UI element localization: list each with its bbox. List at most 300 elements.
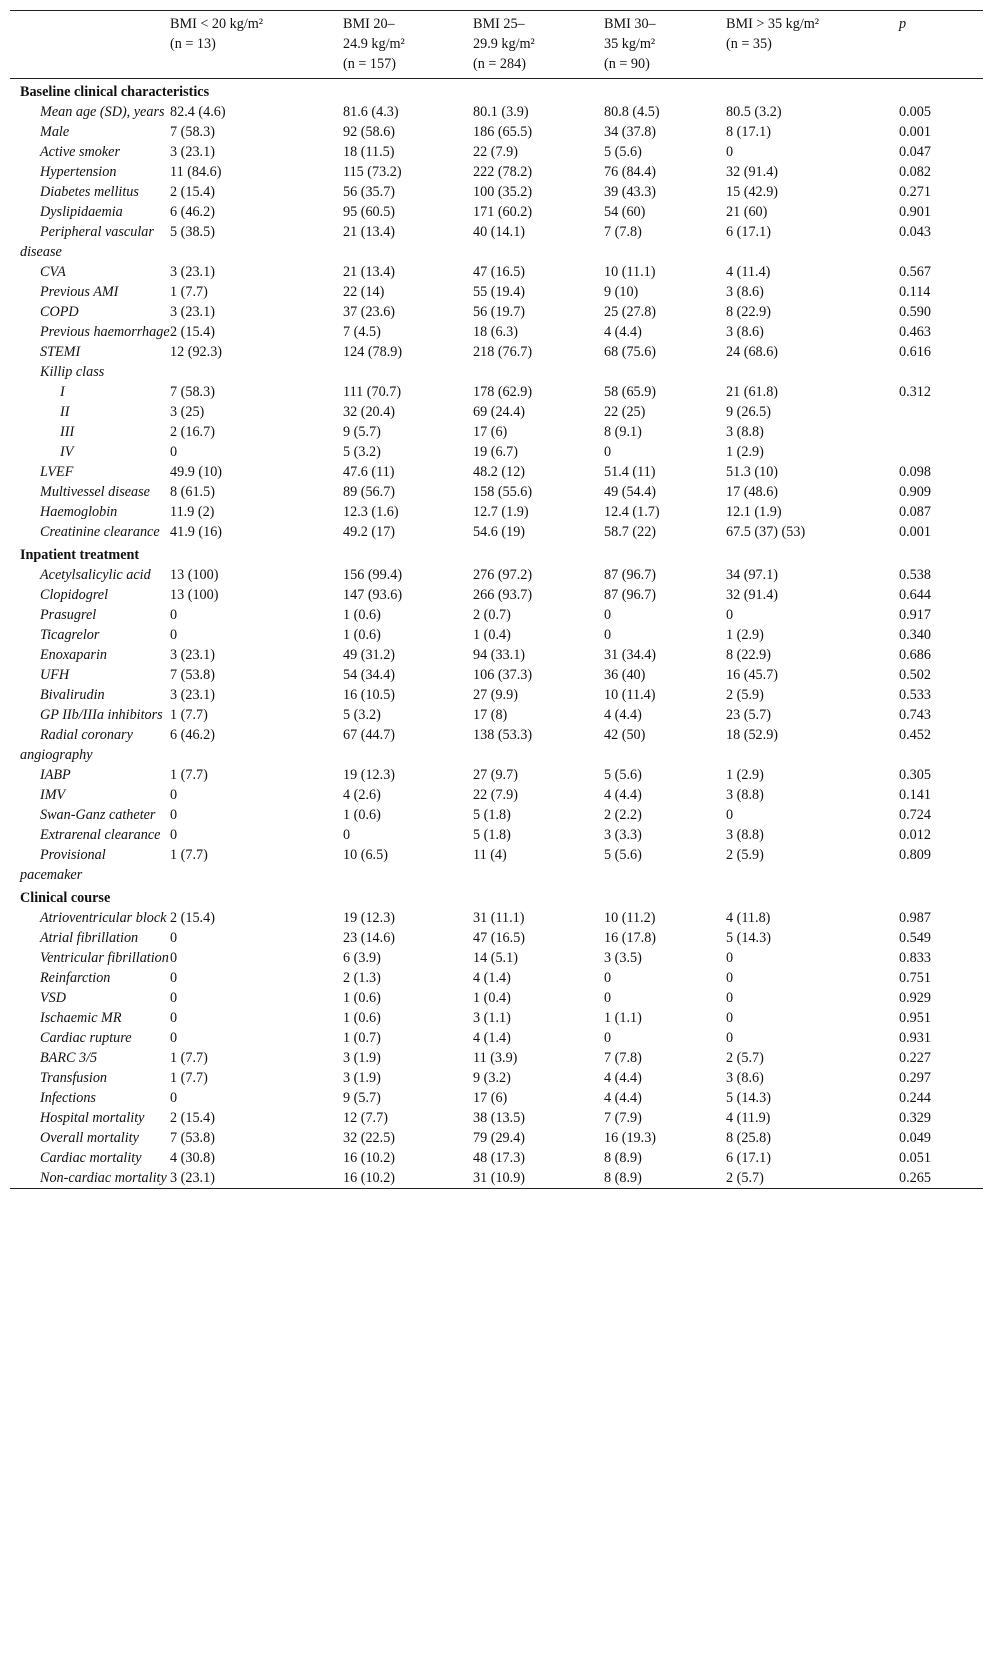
p-value-cell: 0.929	[899, 990, 931, 1006]
value-cell: 31 (34.4)	[604, 647, 657, 663]
table-row	[10, 122, 983, 142]
row-label: Killip class	[40, 364, 105, 380]
value-cell: 92 (58.6)	[343, 124, 396, 140]
bmi-outcomes-table	[10, 10, 983, 1189]
value-cell: 11 (84.6)	[170, 164, 222, 180]
value-cell: 10 (11.1)	[604, 264, 656, 280]
table-row	[10, 685, 983, 705]
section-header-row	[10, 542, 983, 565]
table-row	[10, 1028, 983, 1048]
value-cell: 48 (17.3)	[473, 1150, 526, 1166]
value-cell: 8 (22.9)	[726, 647, 771, 663]
value-cell: 54 (60)	[604, 204, 646, 220]
value-cell: 2 (5.9)	[726, 687, 764, 703]
value-cell: 12.3 (1.6)	[343, 504, 399, 520]
value-cell: 106 (37.3)	[473, 667, 533, 683]
value-cell: 6 (17.1)	[726, 1150, 771, 1166]
p-value-cell: 0.901	[899, 204, 931, 220]
section-header-row	[10, 79, 983, 103]
value-cell: 0	[726, 1030, 734, 1046]
value-cell: 2 (5.7)	[726, 1170, 764, 1186]
table-row	[10, 222, 983, 262]
value-cell: 0	[726, 990, 734, 1006]
value-cell: 94 (33.1)	[473, 647, 526, 663]
p-value-cell	[899, 362, 983, 382]
value-cell: 10 (11.4)	[604, 687, 656, 703]
value-cell: 178 (62.9)	[473, 384, 533, 400]
value-cell: 19 (6.7)	[473, 444, 518, 460]
p-value-cell: 0.549	[899, 930, 931, 946]
value-cell: 87 (96.7)	[604, 567, 657, 583]
value-cell: 40 (14.1)	[473, 224, 526, 240]
row-label: LVEF	[40, 464, 74, 480]
table-row	[10, 102, 983, 122]
value-cell: 32 (91.4)	[726, 587, 779, 603]
value-cell: 3 (8.8)	[726, 424, 764, 440]
row-label: II	[60, 404, 70, 420]
value-cell	[343, 362, 473, 382]
value-cell: 23 (5.7)	[726, 707, 771, 723]
value-cell: 0	[170, 930, 178, 946]
value-cell: 23 (14.6)	[343, 930, 396, 946]
header-bmi-over-35	[726, 11, 899, 79]
value-cell: 58 (65.9)	[604, 384, 657, 400]
row-label: Mean age (SD), years	[40, 104, 165, 120]
value-cell: 1 (0.6)	[343, 990, 381, 1006]
header-line: (n = 157)	[343, 56, 396, 72]
value-cell: 56 (35.7)	[343, 184, 396, 200]
row-label: Transfusion	[40, 1070, 108, 1086]
p-value-cell: 0.463	[899, 324, 931, 340]
value-cell: 80.5 (3.2)	[726, 104, 782, 120]
value-cell: 186 (65.5)	[473, 124, 533, 140]
value-cell: 4 (11.8)	[726, 910, 771, 926]
value-cell: 4 (4.4)	[604, 324, 642, 340]
p-value-cell: 0.043	[899, 224, 931, 240]
value-cell: 5 (5.6)	[604, 847, 642, 863]
table-row	[10, 202, 983, 222]
header-line: BMI < 20 kg/m²	[170, 16, 264, 32]
row-label: Hospital mortality	[40, 1110, 145, 1126]
header-bmi-20-24	[343, 11, 473, 79]
p-value-cell: 0.751	[899, 970, 931, 986]
row-label: Overall mortality	[40, 1130, 139, 1146]
row-label: Radial coronary angiography	[20, 727, 133, 763]
value-cell: 95 (60.5)	[343, 204, 396, 220]
value-cell: 0	[726, 1010, 734, 1026]
value-cell: 0	[726, 807, 734, 823]
value-cell: 0	[170, 970, 178, 986]
value-cell: 0	[170, 627, 178, 643]
value-cell	[473, 362, 604, 382]
header-p-value	[899, 11, 983, 79]
value-cell: 54.6 (19)	[473, 524, 526, 540]
value-cell: 67.5 (37) (53)	[726, 524, 806, 540]
table-row	[10, 1068, 983, 1088]
table-row	[10, 968, 983, 988]
value-cell: 1 (7.7)	[170, 847, 208, 863]
value-cell: 0	[170, 807, 178, 823]
value-cell: 3 (8.6)	[726, 324, 764, 340]
section-header-row	[10, 885, 983, 908]
value-cell: 36 (40)	[604, 667, 646, 683]
value-cell: 2 (0.7)	[473, 607, 511, 623]
p-value-cell: 0.082	[899, 164, 931, 180]
value-cell: 1 (2.9)	[726, 767, 764, 783]
p-value-cell: 0.809	[899, 847, 931, 863]
p-value-cell: 0.001	[899, 524, 931, 540]
p-value-cell	[899, 402, 983, 422]
value-cell: 4 (4.4)	[604, 787, 642, 803]
value-cell: 16 (10.5)	[343, 687, 396, 703]
value-cell: 4 (4.4)	[604, 707, 642, 723]
value-cell: 7 (4.5)	[343, 324, 381, 340]
table-row	[10, 988, 983, 1008]
table-row	[10, 442, 983, 462]
value-cell: 17 (48.6)	[726, 484, 779, 500]
value-cell: 115 (73.2)	[343, 164, 402, 180]
value-cell: 3 (23.1)	[170, 264, 215, 280]
value-cell: 18 (11.5)	[343, 144, 395, 160]
value-cell: 0	[170, 444, 178, 460]
value-cell: 13 (100)	[170, 587, 219, 603]
table-row	[10, 1168, 983, 1189]
value-cell: 89 (56.7)	[343, 484, 396, 500]
value-cell: 22 (25)	[604, 404, 646, 420]
value-cell: 3 (23.1)	[170, 687, 215, 703]
value-cell: 11 (4)	[473, 847, 507, 863]
value-cell: 1 (0.4)	[473, 627, 511, 643]
row-label: IMV	[40, 787, 66, 803]
value-cell: 17 (6)	[473, 1090, 508, 1106]
header-line: BMI 25–	[473, 16, 525, 32]
value-cell: 124 (78.9)	[343, 344, 403, 360]
value-cell: 1 (0.6)	[343, 807, 381, 823]
p-value-cell: 0.833	[899, 950, 931, 966]
value-cell: 5 (5.6)	[604, 144, 642, 160]
value-cell: 5 (1.8)	[473, 807, 511, 823]
table-row	[10, 1128, 983, 1148]
header-line: (n = 35)	[726, 36, 772, 52]
value-cell: 0	[170, 1030, 178, 1046]
header-bmi-25-29	[473, 11, 604, 79]
row-label: IABP	[40, 767, 71, 783]
table-row	[10, 462, 983, 482]
value-cell: 3 (1.1)	[473, 1010, 511, 1026]
value-cell: 5 (3.2)	[343, 707, 381, 723]
value-cell: 1 (1.1)	[604, 1010, 642, 1026]
row-label: Infections	[40, 1090, 96, 1106]
row-label: IV	[60, 444, 74, 460]
value-cell: 21 (13.4)	[343, 264, 396, 280]
value-cell: 4 (1.4)	[473, 970, 511, 986]
value-cell: 8 (8.9)	[604, 1170, 642, 1186]
row-label: Prasugrel	[40, 607, 97, 623]
value-cell: 55 (19.4)	[473, 284, 526, 300]
table-row	[10, 302, 983, 322]
value-cell: 24 (68.6)	[726, 344, 779, 360]
table-row	[10, 665, 983, 685]
table-row	[10, 908, 983, 928]
table-row	[10, 1148, 983, 1168]
value-cell: 18 (6.3)	[473, 324, 518, 340]
value-cell: 2 (1.3)	[343, 970, 381, 986]
table-row	[10, 1088, 983, 1108]
row-label: Non-cardiac mortality	[40, 1170, 167, 1186]
value-cell: 38 (13.5)	[473, 1110, 526, 1126]
header-line: p	[899, 16, 907, 32]
value-cell: 0	[726, 970, 734, 986]
value-cell: 2 (5.9)	[726, 847, 764, 863]
value-cell: 3 (8.6)	[726, 1070, 764, 1086]
value-cell: 8 (9.1)	[604, 424, 642, 440]
row-label: Active smoker	[40, 144, 120, 160]
value-cell: 22 (7.9)	[473, 144, 518, 160]
row-label: Cardiac mortality	[40, 1150, 142, 1166]
value-cell: 13 (100)	[170, 567, 219, 583]
value-cell: 3 (8.8)	[726, 827, 764, 843]
row-label: Ventricular fibrillation	[40, 950, 169, 966]
table-row	[10, 725, 983, 765]
value-cell: 69 (24.4)	[473, 404, 526, 420]
value-cell: 6 (3.9)	[343, 950, 381, 966]
header-line: BMI > 35 kg/m²	[726, 16, 820, 32]
p-value-cell: 0.005	[899, 104, 931, 120]
header-bmi-under-20	[170, 11, 343, 79]
p-value-cell: 0.452	[899, 727, 931, 743]
value-cell: 49.2 (17)	[343, 524, 396, 540]
p-value-cell: 0.051	[899, 1150, 931, 1166]
value-cell: 9 (5.7)	[343, 1090, 381, 1106]
value-cell: 21 (61.8)	[726, 384, 779, 400]
value-cell: 49 (54.4)	[604, 484, 657, 500]
value-cell: 9 (10)	[604, 284, 639, 300]
p-value-cell: 0.909	[899, 484, 931, 500]
p-value-cell	[899, 422, 983, 442]
value-cell: 9 (5.7)	[343, 424, 381, 440]
value-cell: 80.1 (3.9)	[473, 104, 529, 120]
p-value-cell: 0.931	[899, 1030, 931, 1046]
value-cell: 47 (16.5)	[473, 264, 526, 280]
row-label: Extrarenal clearance	[40, 827, 161, 843]
table-row	[10, 565, 983, 585]
header-line: 29.9 kg/m²	[473, 36, 535, 52]
value-cell: 19 (12.3)	[343, 910, 396, 926]
header-line: (n = 284)	[473, 56, 526, 72]
value-cell: 10 (11.2)	[604, 910, 656, 926]
value-cell: 158 (55.6)	[473, 484, 533, 500]
table-row	[10, 482, 983, 502]
value-cell: 8 (61.5)	[170, 484, 215, 500]
p-value-cell: 0.114	[899, 284, 931, 300]
value-cell: 3 (8.8)	[726, 787, 764, 803]
p-value-cell: 0.538	[899, 567, 931, 583]
value-cell: 4 (11.4)	[726, 264, 771, 280]
value-cell: 0	[170, 1090, 178, 1106]
table-row	[10, 342, 983, 362]
row-label: Male	[40, 124, 70, 140]
value-cell: 16 (19.3)	[604, 1130, 657, 1146]
value-cell: 11 (3.9)	[473, 1050, 518, 1066]
p-value-cell: 0.340	[899, 627, 931, 643]
table-row	[10, 928, 983, 948]
row-label: Reinfarction	[40, 970, 111, 986]
value-cell: 9 (3.2)	[473, 1070, 511, 1086]
table-row	[10, 805, 983, 825]
value-cell: 3 (1.9)	[343, 1070, 381, 1086]
table-container	[10, 10, 983, 1189]
value-cell: 19 (12.3)	[343, 767, 396, 783]
value-cell: 147 (93.6)	[343, 587, 403, 603]
value-cell: 48.2 (12)	[473, 464, 526, 480]
table-row	[10, 1108, 983, 1128]
value-cell: 10 (6.5)	[343, 847, 388, 863]
value-cell: 171 (60.2)	[473, 204, 533, 220]
value-cell: 2 (15.4)	[170, 184, 215, 200]
row-label: Dyslipidaemia	[40, 204, 123, 220]
row-label: Acetylsalicylic acid	[40, 567, 151, 583]
value-cell: 8 (22.9)	[726, 304, 771, 320]
table-row	[10, 625, 983, 645]
table-row	[10, 585, 983, 605]
value-cell: 87 (96.7)	[604, 587, 657, 603]
value-cell: 37 (23.6)	[343, 304, 396, 320]
value-cell: 21 (13.4)	[343, 224, 396, 240]
value-cell: 47 (16.5)	[473, 930, 526, 946]
value-cell: 31 (11.1)	[473, 910, 525, 926]
value-cell: 0	[726, 607, 734, 623]
value-cell: 0	[604, 970, 612, 986]
value-cell: 0	[604, 607, 612, 623]
value-cell: 1 (0.4)	[473, 990, 511, 1006]
table-row	[10, 382, 983, 402]
value-cell: 6 (46.2)	[170, 727, 215, 743]
p-value-cell: 0.644	[899, 587, 931, 603]
value-cell: 3 (23.1)	[170, 647, 215, 663]
value-cell: 4 (4.4)	[604, 1070, 642, 1086]
value-cell: 8 (25.8)	[726, 1130, 771, 1146]
value-cell: 5 (5.6)	[604, 767, 642, 783]
row-label: Atrioventricular block	[40, 910, 167, 926]
row-label: Bivalirudin	[40, 687, 105, 703]
p-value-cell: 0.227	[899, 1050, 931, 1066]
row-label: Multivessel disease	[40, 484, 150, 500]
row-label: III	[60, 424, 75, 440]
value-cell: 32 (91.4)	[726, 164, 779, 180]
value-cell: 1 (7.7)	[170, 767, 208, 783]
value-cell: 4 (1.4)	[473, 1030, 511, 1046]
row-label: I	[60, 384, 65, 400]
value-cell: 49.9 (10)	[170, 464, 223, 480]
table-row	[10, 705, 983, 725]
value-cell: 80.8 (4.5)	[604, 104, 660, 120]
value-cell: 79 (29.4)	[473, 1130, 526, 1146]
header-line: (n = 13)	[170, 36, 216, 52]
value-cell: 1 (0.6)	[343, 1010, 381, 1026]
header-line: BMI 30–	[604, 16, 656, 32]
value-cell: 2 (15.4)	[170, 1110, 215, 1126]
p-value-cell: 0.297	[899, 1070, 931, 1086]
value-cell: 76 (84.4)	[604, 164, 657, 180]
section-title: Inpatient treatment	[20, 547, 140, 563]
table-row	[10, 262, 983, 282]
value-cell: 68 (75.6)	[604, 344, 657, 360]
value-cell: 3 (3.3)	[604, 827, 642, 843]
row-label: BARC 3/5	[40, 1050, 98, 1066]
value-cell: 3 (3.5)	[604, 950, 642, 966]
value-cell: 3 (23.1)	[170, 304, 215, 320]
p-value-cell: 0.001	[899, 124, 931, 140]
p-value-cell: 0.141	[899, 787, 931, 803]
value-cell: 7 (7.8)	[604, 224, 642, 240]
row-label: Creatinine clearance	[40, 524, 160, 540]
row-label: Atrial fibrillation	[40, 930, 139, 946]
row-label: GP IIb/IIIa inhibitors	[40, 707, 163, 723]
value-cell: 22 (7.9)	[473, 787, 518, 803]
value-cell: 18 (52.9)	[726, 727, 779, 743]
value-cell: 2 (5.7)	[726, 1050, 764, 1066]
header-row	[10, 11, 983, 79]
value-cell: 266 (93.7)	[473, 587, 533, 603]
value-cell: 2 (15.4)	[170, 324, 215, 340]
value-cell: 27 (9.7)	[473, 767, 518, 783]
table-header	[10, 11, 983, 79]
value-cell: 3 (8.6)	[726, 284, 764, 300]
p-value-cell: 0.271	[899, 184, 931, 200]
table-row	[10, 825, 983, 845]
header-bmi-30-35	[604, 11, 726, 79]
p-value-cell: 0.590	[899, 304, 931, 320]
value-cell: 81.6 (4.3)	[343, 104, 399, 120]
value-cell: 21 (60)	[726, 204, 768, 220]
value-cell	[604, 362, 726, 382]
value-cell: 82.4 (4.6)	[170, 104, 226, 120]
p-value-cell	[899, 442, 983, 462]
table-row	[10, 282, 983, 302]
table-row	[10, 322, 983, 342]
value-cell: 0	[343, 827, 351, 843]
section-title: Clinical course	[20, 890, 111, 906]
value-cell: 32 (22.5)	[343, 1130, 396, 1146]
value-cell: 0	[170, 1010, 178, 1026]
value-cell: 7 (7.8)	[604, 1050, 642, 1066]
row-label: Clopidogrel	[40, 587, 109, 603]
value-cell: 11.9 (2)	[170, 504, 215, 520]
value-cell: 9 (26.5)	[726, 404, 771, 420]
value-cell: 4 (4.4)	[604, 1090, 642, 1106]
table-row	[10, 502, 983, 522]
value-cell: 67 (44.7)	[343, 727, 396, 743]
value-cell: 41.9 (16)	[170, 524, 223, 540]
value-cell: 1 (0.7)	[343, 1030, 381, 1046]
value-cell: 22 (14)	[343, 284, 385, 300]
value-cell: 222 (78.2)	[473, 164, 533, 180]
value-cell: 7 (7.9)	[604, 1110, 642, 1126]
table-row	[10, 645, 983, 665]
p-value-cell: 0.047	[899, 144, 931, 160]
value-cell: 7 (58.3)	[170, 124, 215, 140]
value-cell: 2 (2.2)	[604, 807, 642, 823]
value-cell: 34 (37.8)	[604, 124, 657, 140]
row-label: Ticagrelor	[40, 627, 100, 643]
value-cell: 1 (7.7)	[170, 284, 208, 300]
value-cell: 15 (42.9)	[726, 184, 779, 200]
value-cell: 0	[726, 950, 734, 966]
value-cell: 0	[170, 950, 178, 966]
table-row	[10, 1008, 983, 1028]
value-cell: 1 (2.9)	[726, 444, 764, 460]
p-value-cell: 0.724	[899, 807, 931, 823]
